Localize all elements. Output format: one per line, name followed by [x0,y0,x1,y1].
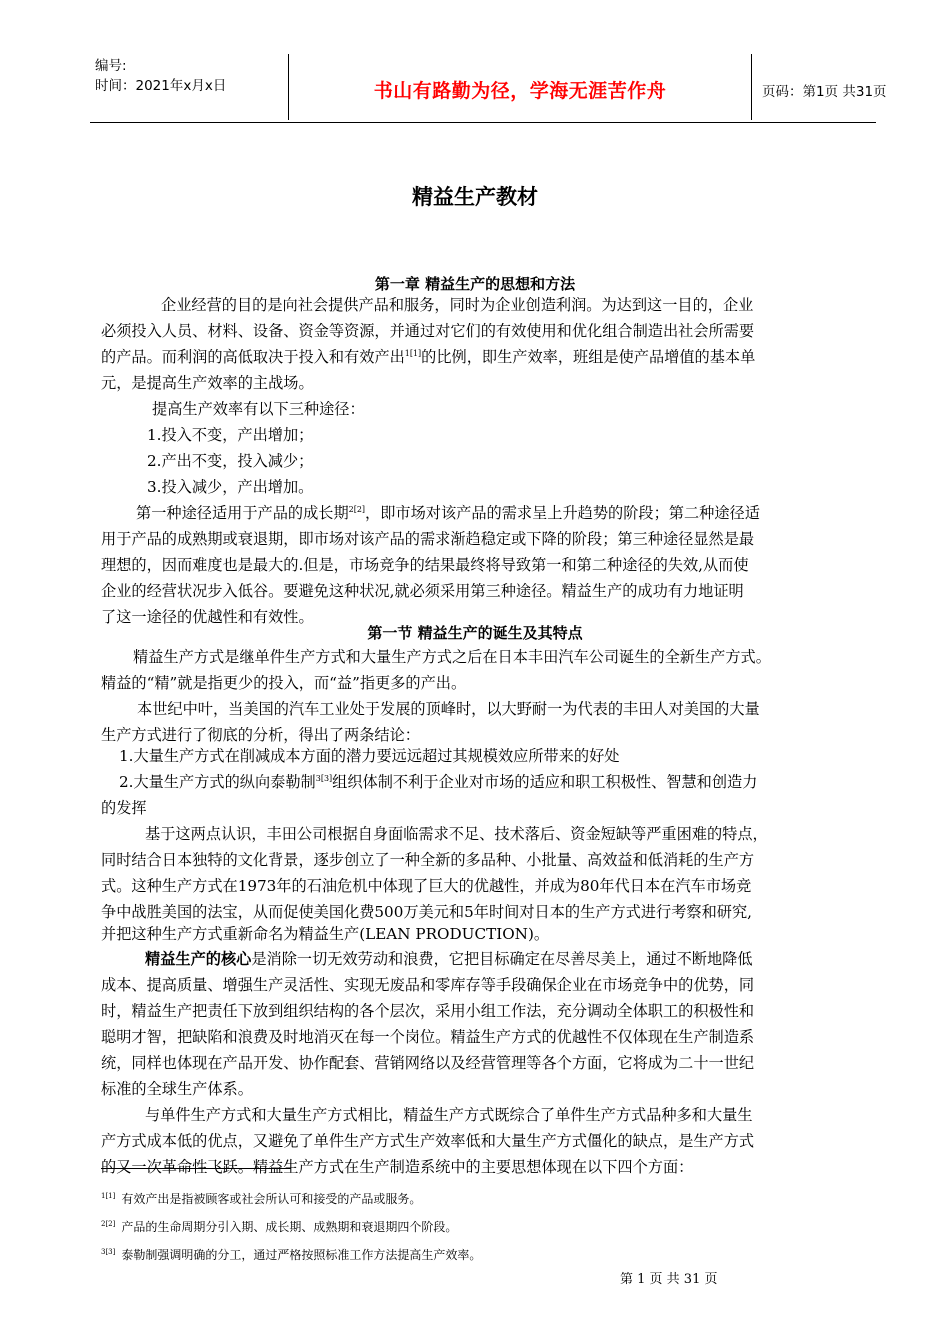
footnote-1 [101,1190,421,1207]
list-item [101,769,875,795]
body-line: 争中战胜美国的法宝，从而促使美国化费500万美元和5年时间对日本的生产方式进行考察和研究, [101,903,752,921]
footnote-2 [101,1218,457,1235]
time-label: 时间：2021年x月x日 [95,78,227,94]
body-line: 精益的“精”就是指更少的投入，而“益”指更多的产出。 [101,674,467,692]
body-line: 企业的经营状况步入低谷。要避免这种状况,就必须采用第三种途径。精益生产的成功有力地证明 [101,582,744,600]
list-item: 3.投入减少，产出增加。 [147,478,314,496]
body-line: 提高生产效率有以下三种途径： [152,400,365,418]
body-line: 理想的，因而难度也是最大的.但是，市场竞争的结果最终将导致第一和第二种途径的失效,从而使 [101,556,749,574]
section-heading: 第一节 精益生产的诞生及其特点 [367,624,583,642]
body-line [101,344,857,370]
header-motto-box [288,54,752,120]
body-line: 聪明才智，把缺陷和浪费及时地消灭在每一个岗位。精益生产方式的优越性不仅体现在生产制造系 [101,1028,755,1046]
motto: 书山有路勤为径，学海无涯苦作舟 [373,80,667,102]
number-label: 编号: [95,58,127,74]
body-line: 式。这种生产方式在1973年的石油危机中体现了巨大的优越性，并成为80年代日本在汽车市场竞 [101,877,752,895]
body-line: 本世纪中叶，当美国的汽车工业处于发展的顶峰时，以大野耐一为代表的丰田人对美国的大量 [137,700,760,718]
body-line: 统，同样也体现在产品开发、协作配套、营销网络以及经营管理等各个方面，它将成为二十一世纪 [101,1054,755,1072]
footnote-3 [101,1246,481,1263]
body-line: 企业经营的目的是向社会提供产品和服务，同时为企业创造利润。为达到这一目的，企业 [161,296,754,314]
list-item: 2.产出不变，投入减少； [147,452,314,470]
body-line [101,500,892,526]
footnote-marker: 1[1] [101,1192,116,1200]
line-text: ，即市场对该产品的需求呈上升趋势的阶段；第二种途径适 [365,504,760,522]
body-line: 标准的全球生产体系。 [101,1080,253,1098]
page-header [90,52,887,123]
line-text: 是消除一切无效劳动和浪费，它把目标确定在尽善尽美上，通过不断地降低 [251,950,753,968]
body-line: 的发挥 [101,799,147,817]
footnote-ref-2[interactable]: 2[2] [348,505,366,514]
footnote-marker: 2[2] [101,1220,116,1228]
body-line [101,946,901,972]
footnote-ref-3[interactable]: 3[3] [315,774,333,783]
body-line: 了这一途径的优越性和有效性。 [101,608,314,626]
line-text: 组织体制不利于企业对市场的适应和职工积极性、智慧和创造力 [332,773,758,791]
body-line: 同时结合日本独特的文化背景，逐步创立了一种全新的多品种、小批量、高效益和低消耗的生产方 [101,851,755,869]
footnote-divider [101,1168,291,1169]
body-line: 时，精益生产把责任下放到组织结构的各个层次，采用小组工作法，充分调动全体职工的积极性和 [101,1002,755,1020]
line-text: 的产品。而利润的高低取决于投入和有效产出 [101,348,405,366]
body-line: 与单件生产方式和大量生产方式相比，精益生产方式既综合了单件生产方式品种多和大量生 [145,1106,753,1124]
body-line: 必须投入人员、材料、设备、资金等资源，并通过对它们的有效使用和优化组合制造出社会所需要 [101,322,755,340]
page-footer: 第 1 页 共 31 页 [620,1272,718,1287]
footnote-text: 泰勒制强调明确的分工，通过严格按照标准工作方法提高生产效率。 [121,1248,482,1262]
line-text: 2.大量生产方式的纵向泰勒制 [119,773,316,791]
body-line: 基于这两点认识，丰田公司根据自身面临需求不足、技术落后、资金短缺等严重困难的特点， [145,825,768,843]
emphasis-text: 精益生产的核心 [145,950,252,968]
header-meta [95,56,283,96]
document-title: 精益生产教材 [412,185,538,209]
footnote-ref-1[interactable]: 1[1] [404,349,422,358]
footnote-text: 有效产出是指被顾客或社会所认可和接受的产品或服务。 [121,1192,422,1206]
line-text: 第一种途径适用于产品的成长期 [136,504,349,522]
body-line: 元，是提高生产效率的主战场。 [101,374,314,392]
body-line: 产方式成本低的优点，又避免了单件生产方式生产效率低和大量生产方式僵化的缺点，是生产方式 [101,1132,755,1150]
body-line: 精益生产方式是继单件生产方式和大量生产方式之后在日本丰田汽车公司诞生的全新生产方式。 [133,648,771,666]
line-text: 的比例，即生产效率，班组是使产品增值的基本单 [421,348,756,366]
body-line: 并把这种生产方式重新命名为精益生产(LEAN PRODUCTION)。 [101,925,550,943]
body-line: 成本、提高质量、增强生产灵活性、实现无废品和零库存等手段确保企业在市场竞争中的优势，同 [101,976,755,994]
header-page-info: 页码：第1页 共31页 [762,84,887,100]
body-line: 用于产品的成熟期或衰退期，即市场对该产品的需求渐趋稳定或下降的阶段；第三种途径显然是最 [101,530,755,548]
footnote-text: 产品的生命周期分引入期、成长期、成熟期和衰退期四个阶段。 [121,1220,458,1234]
body-line: 生产方式进行了彻底的分析，得出了两条结论： [101,726,420,744]
list-item: 1.大量生产方式在削减成本方面的潜力要远远超过其规模效应所带来的好处 [119,747,620,765]
footnote-marker: 3[3] [101,1248,116,1256]
chapter-heading: 第一章 精益生产的思想和方法 [374,275,576,293]
body-line: 的又一次革命性飞跃。精益生产方式在生产制造系统中的主要思想体现在以下四个方面： [101,1158,694,1176]
list-item: 1.投入不变，产出增加； [147,426,314,444]
